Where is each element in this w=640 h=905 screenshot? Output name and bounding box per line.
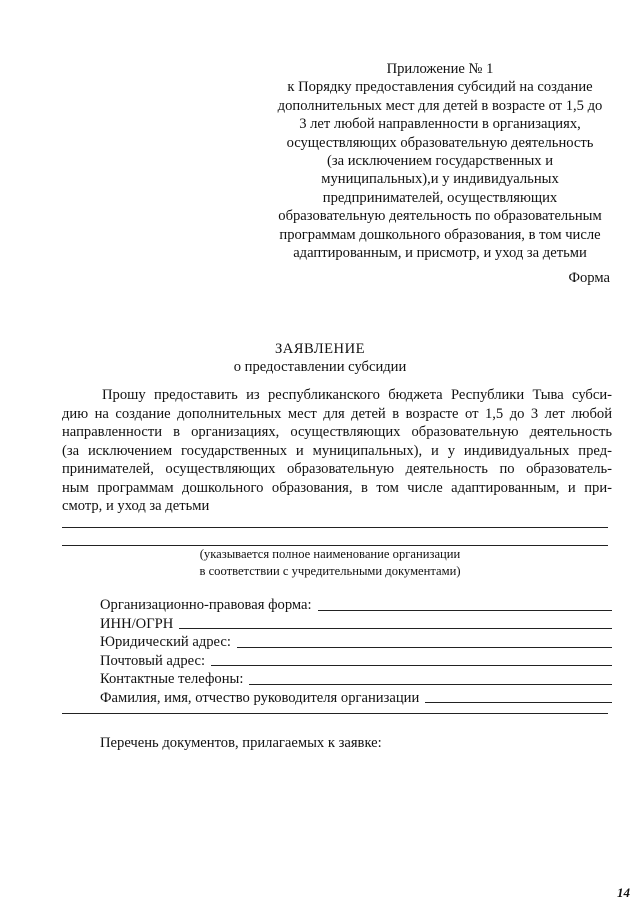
field-blank[interactable] bbox=[318, 609, 612, 611]
organization-name-line-1[interactable] bbox=[62, 527, 608, 528]
field-label: Контактные телефоны: bbox=[100, 671, 244, 687]
title-heading: ЗАЯВЛЕНИЕ bbox=[274, 341, 366, 357]
annex-line: к Порядку предоставления субсидий на создание bbox=[287, 79, 593, 96]
annex-header bbox=[268, 60, 612, 262]
document-title bbox=[0, 340, 640, 376]
annex-number: Приложение № 1 bbox=[386, 61, 494, 77]
text-line: направленности в организациях, осуществляющих образовательную деятельность bbox=[62, 424, 612, 440]
title-subheading: о предоставлении субсидии bbox=[233, 359, 407, 375]
field-label: Организационно-правовая форма: bbox=[100, 597, 312, 613]
annex-line: 3 лет любой направленности в организациях, bbox=[299, 116, 581, 133]
text-line: смотр, и уход за детьми bbox=[62, 498, 210, 514]
field-label: Почтовый адрес: bbox=[100, 652, 206, 669]
field-blank[interactable] bbox=[249, 683, 612, 685]
documents-list-title: Перечень документов, прилагаемых к заявке: bbox=[100, 735, 382, 751]
annex-line: осуществляющих образовательную деятельность bbox=[286, 134, 594, 151]
page-number: 14 bbox=[617, 885, 630, 900]
director-name-field[interactable] bbox=[100, 689, 612, 708]
inn-ogrn-field[interactable] bbox=[100, 615, 612, 634]
director-name-continuation-line[interactable] bbox=[62, 713, 608, 714]
caption-line: (указывается полное наименование организации bbox=[199, 547, 461, 561]
field-label: Юридический адрес: bbox=[100, 634, 231, 650]
annex-line: (за исключением государственных и bbox=[326, 153, 554, 170]
field-label: Фамилия, имя, отчество руководителя организации bbox=[100, 689, 420, 706]
field-blank[interactable] bbox=[237, 646, 612, 648]
text-line: (за исключением государственных и муниципальных), и у индивидуальных пред- bbox=[62, 442, 612, 459]
field-label: ИНН/ОГРН bbox=[100, 615, 174, 632]
field-blank[interactable] bbox=[425, 701, 612, 703]
postal-address-field[interactable] bbox=[100, 652, 612, 671]
annex-line: адаптированным, и присмотр, и уход за детьми bbox=[293, 245, 587, 262]
text-line: принимателей, осуществляющих образовательную деятельность по образователь- bbox=[62, 461, 612, 477]
annex-line: муниципальных),и у индивидуальных bbox=[321, 171, 559, 188]
text-line: дию на создание дополнительных мест для детей в возрасте от 1,5 до 3 лет любой bbox=[62, 405, 612, 422]
field-blank[interactable] bbox=[211, 664, 612, 666]
legal-form-field[interactable] bbox=[100, 596, 612, 615]
annex-line: программам дошкольного образования, в том числе bbox=[279, 226, 601, 243]
legal-address-field[interactable] bbox=[100, 633, 612, 652]
annex-line: дополнительных мест для детей в возрасте от 1,5 до bbox=[277, 97, 603, 114]
text-line: Прошу предоставить из республиканского бюджета Республики Тыва субси- bbox=[102, 387, 612, 403]
contact-phones-field[interactable] bbox=[100, 670, 612, 689]
caption-line: в соответствии с учредительными документами) bbox=[199, 564, 461, 578]
organization-name-caption bbox=[0, 546, 640, 580]
field-blank[interactable] bbox=[179, 627, 612, 629]
application-text bbox=[62, 386, 612, 516]
text-line: ным программам дошкольного образования, в том числе адаптированным, и при- bbox=[62, 479, 612, 496]
annex-line: образовательную деятельность по образовательным bbox=[278, 208, 602, 225]
organization-fields bbox=[100, 596, 612, 707]
annex-line: предпринимателей, осуществляющих bbox=[322, 189, 558, 206]
form-label: Форма bbox=[568, 270, 610, 286]
